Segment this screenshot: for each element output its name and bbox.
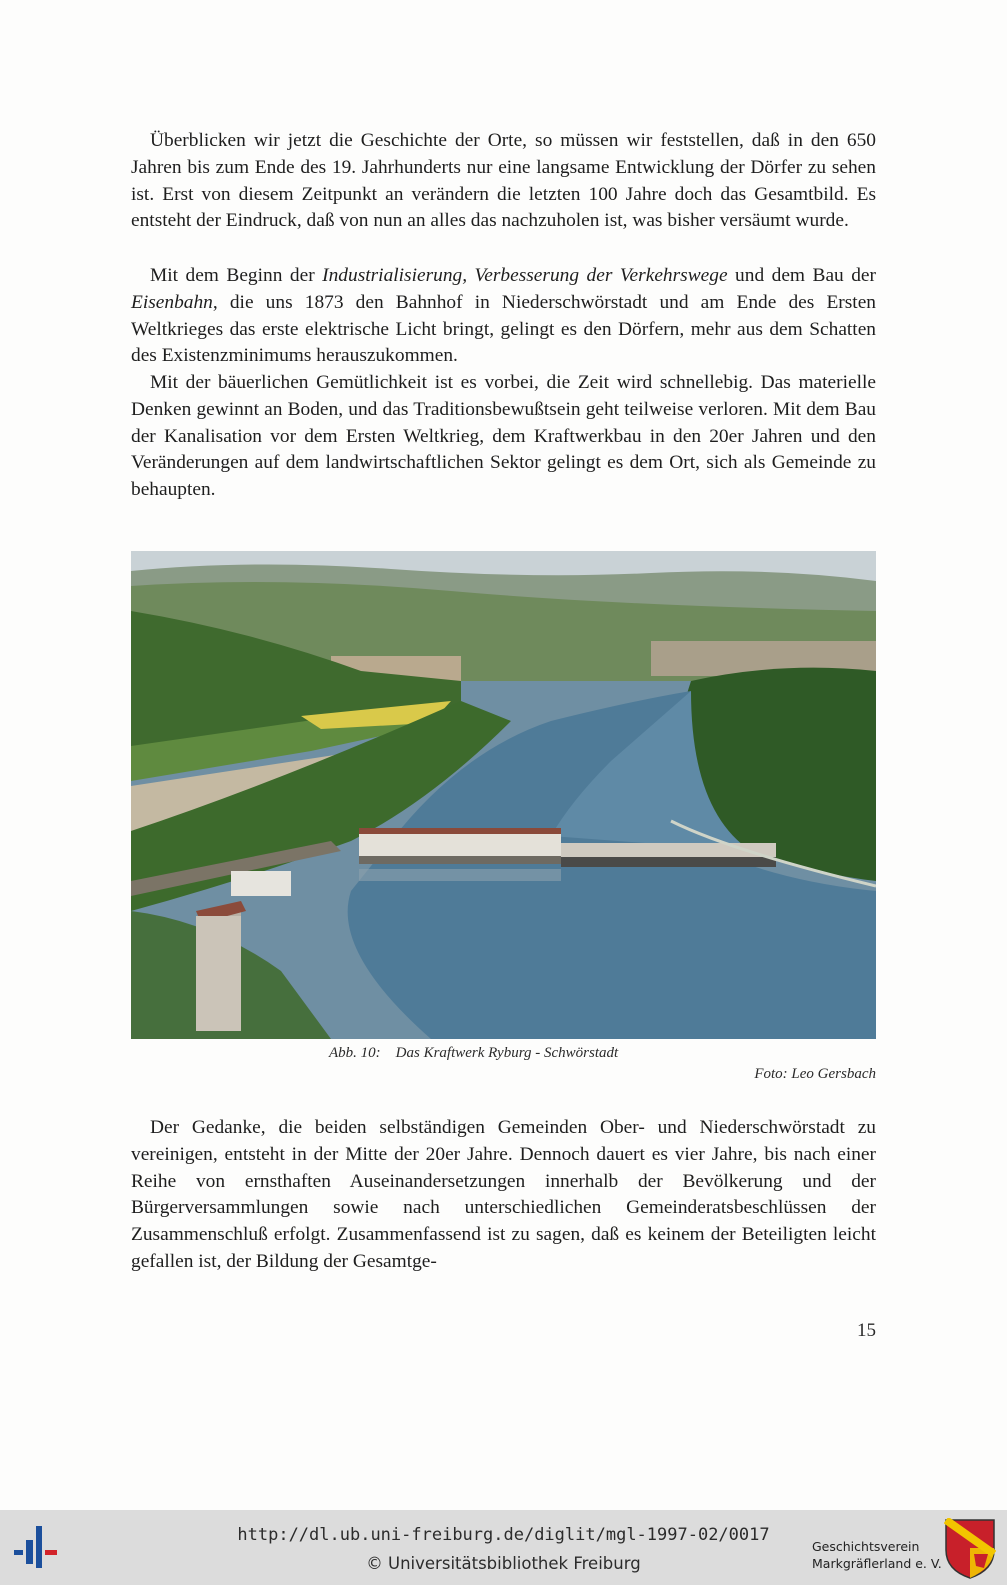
aerial-landscape-illustration: [131, 551, 876, 1039]
paragraph-2-emphasis-eisenbahn: Eisenbahn: [131, 291, 213, 313]
society-name-line-1: Geschichtsverein: [812, 1539, 920, 1554]
photo-credit: Foto: Leo Gersbach: [754, 1066, 876, 1082]
paragraph-2-text-a: Mit dem Beginn der: [150, 265, 323, 286]
footer-bar: [0, 1510, 1007, 1585]
coat-of-arms-icon: [944, 1518, 996, 1580]
paragraph-2-text-b: und dem Bau der: [727, 265, 876, 286]
paragraph-2: [131, 263, 876, 370]
paragraph-1: Überblicken wir jetzt die Geschichte der Orte, so müssen wir feststellen, daß in den 650 Jahren bis zum Ende des 19. Jahrhunderts nur eine langsame Entwicklung der Dörfer zu sehen ist. Erst von diesem Zeitpunkt an verändern die letzten 100 Jahre doch das Gesamtbild. Es entsteht der Eindruck, daß von nun an alles das nachzuholen ist, was bisher versäumt wurde.: [131, 130, 876, 232]
paragraph-3: Mit der bäuerlichen Gemütlichkeit ist es vorbei, die Zeit wird schnellebig. Das materielle Denken gewinnt an Boden, und das Traditionsbewußtsein geht teilweise verloren. Mit dem Bau der Kanalisation vor dem Ersten Weltkrieg, dem Kraftwerkbau in den 20er Jahren und den Veränderungen auf dem landwirtschaftlichen Sektor gelingt es dem Ort, sich als Gemeinde zu behaupten.: [131, 372, 876, 501]
page-number: 15: [857, 1320, 876, 1341]
society-name-line-2: Markgräflerland e. V.: [812, 1556, 942, 1571]
copyright-notice: © Universitätsbibliothek Freiburg: [366, 1554, 641, 1573]
paragraph-2-text-c: , die uns 1873 den Bahnhof in Niederschwörstadt und am Ende des Ersten Weltkrieges das erste elektrische Licht bringt, gelingt es den Dörfern, mehr aus dem Schatten des Existenzminimums herauszukommen.: [131, 291, 876, 367]
paragraph-2-emphasis-industrialisierung: Industrialisierung, Verbesserung der Verkehrswege: [322, 265, 728, 286]
document-url-link[interactable]: http://dl.ub.uni-freiburg.de/diglit/mgl-1997-02/0017: [237, 1525, 770, 1545]
figure-caption: Abb. 10: Das Kraftwerk Ryburg - Schwörstadt: [329, 1045, 619, 1061]
power-plant-photo: [131, 551, 876, 1039]
paragraph-4: Der Gedanke, die beiden selbständigen Gemeinden Ober- und Niederschwörstadt zu vereinigen, entsteht in der Mitte der 20er Jahre. Dennoch dauert es vier Jahre, bis nach einer Reihe von ernsthaften Auseinandersetzungen innerhalb der Bevölkerung und der Bürgerversammlungen sowie nach unterschiedlichen Gemeinderatsbeschlüssen der Zusammenschluß erfolgt. Zusammenfassend ist zu sagen, daß es keinem der Beteiligten leicht gefallen ist, der Bildung der Gesamtge-: [131, 1117, 876, 1272]
society-name: [812, 1538, 942, 1572]
